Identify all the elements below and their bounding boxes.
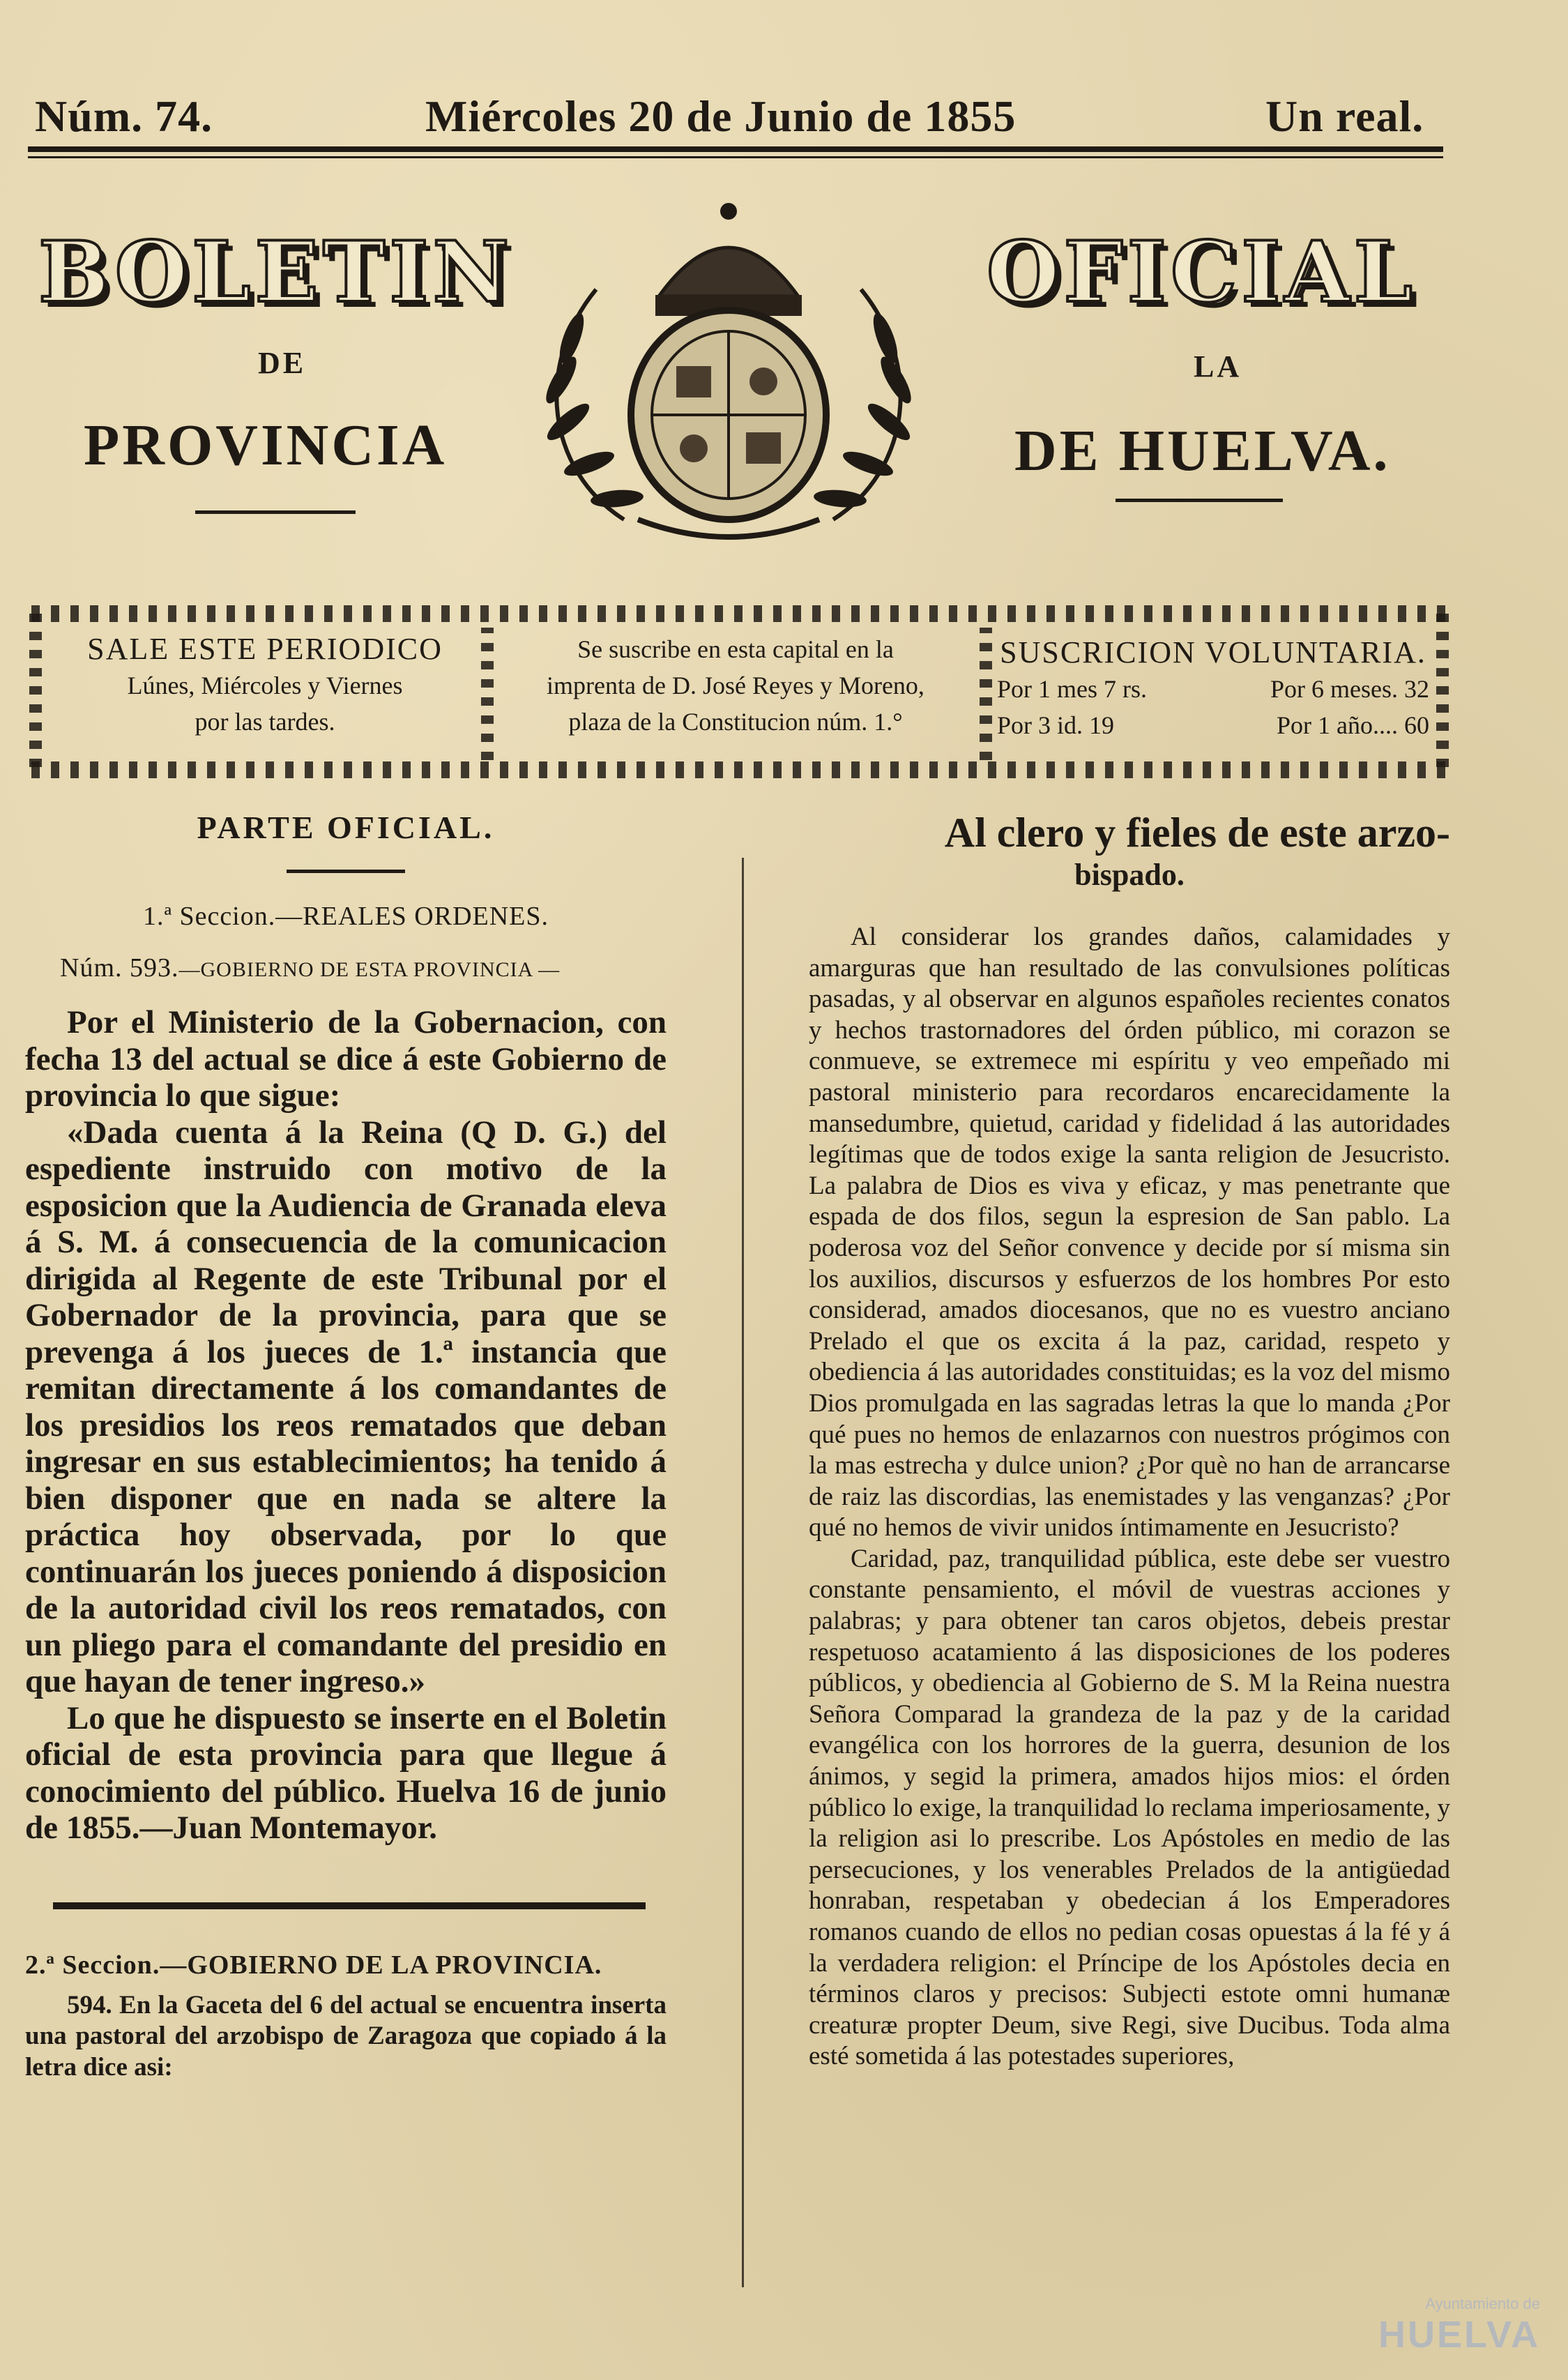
subscription-border-left xyxy=(29,614,42,767)
masthead-la: LA xyxy=(1194,349,1242,384)
subscription-where-line2: imprenta de D. José Reyes y Moreno, xyxy=(547,672,924,699)
subscription-border-bottom xyxy=(31,761,1454,778)
masthead-word-left: BOLETIN xyxy=(38,223,514,321)
section-2-heading: 2.ª Seccion.—GOBIERNO DE LA PROVINCIA. xyxy=(25,1950,602,1980)
section-title-parte-oficial: PARTE OFICIAL. xyxy=(197,810,495,845)
subscription-where-line1: Se suscribe en esta capital en la xyxy=(577,635,894,663)
subscription-where-line3: plaza de la Constitucion núm. 1.° xyxy=(568,708,903,736)
price-3-months: Por 3 id. 19 xyxy=(997,711,1115,739)
pastoral-para-1: Al considerar los grandes daños, calamidades y amarguras que han resultado de las convulsiones políticas pasadas, y al observar en algunos españoles recientes conatos y hechos trastornadores del órden público, mi corazon se conmueve, se extremece mi espíritu y veo empeñado mi pastoral ministerio para recordaros encarecidamente la mansedumbre, quietud, caridad y fidelidad á las autoridades legítimas que de todos exige la santa religion de Jesucristo. La palabra de Dios es viva y eficaz, y mas penetrante que espada de dos filos, segun la espresion de San pablo. La poderosa voz del Señor convence y decide por sí misma sin los auxilios, discursos y esfuerzos de los hombres Por esto considerad, amados diocesanos, que no es vuestro anciano Prelado el que os excita á la paz, caridad, respeto y obediencia á las autoridades constituidas; es la voz del mismo Dios promulgada en las sagradas letras la que lo manda ¿Por qué pues no hemos de enlazarnos con nuestros prógimos con la mas estrecha y dulce union? ¿Por què no han de arrancarse de raiz las discordias, las enemistades y las venganzas? ¿Por qué no hemos de vivir unidos íntimamente en Jesucristo? xyxy=(809,923,1450,1543)
issue-date: Miércoles 20 de Junio de 1855 xyxy=(425,91,1017,141)
article-593-para-1: Por el Ministerio de la Gobernacion, con fecha 13 del actual se dice á este Gobierno de provincia lo que sigue: xyxy=(25,1004,667,1114)
section-1-heading: 1.ª Seccion.—REALES ORDENES. xyxy=(142,902,549,931)
subscription-days: Lúnes, Miércoles y Viernes xyxy=(127,672,403,699)
pastoral-body xyxy=(809,922,1450,2072)
item-594-text: En la Gaceta del 6 del actual se encuentra inserta una pastoral del arzobispo de Zaragoza que copiado á la letra dice asi: xyxy=(25,1990,667,2082)
pastoral-title-line2: bispado. xyxy=(1074,858,1185,892)
masthead-ornament-right xyxy=(1116,499,1283,502)
watermark-title: HUELVA xyxy=(1378,2314,1540,2356)
item-593-office: —GOBIERNO DE ESTA PROVINCIA — xyxy=(178,958,561,981)
masthead-provincia: PROVINCIA xyxy=(84,413,448,478)
pastoral-para-2: Caridad, paz, tranquilidad pública, este debe ser vuestro constante pensamiento, el móvil de vuestras acciones y palabras; y para obtener tan caros objetos, debeis prestar respetuoso acatamiento á las disposiciones de los poderes públicos, y obediencia al Gobierno de S. M la Reina nuestra Señora Comparad la grandeza de la paz y de la caridad evangélica con los horrores de la guerra, desunion de los ánimos, y segid la primera, amados hijos mios: el órden público lo exige, la tranquilidad lo reclama imperiosamente, y la religion asi lo prescribe. Los Apóstoles en medio de las persecuciones, y los venerables Prelados de la antigüedad honraban, respetaban y obedecian á los Emperadores romanos cuando de ellos no pedian cosas opuestas á la fé y á la verdadera religion: el Príncipe de los Apóstoles decia en términos claros y precisos: Subjecti estote omni humanæ creaturæ propter Deum, sive Regi, sive Ducibus. Toda alma esté sometida á las potestades superiores, xyxy=(809,1544,1450,2071)
item-594 xyxy=(25,1990,667,2084)
pastoral-title-line1: Al clero y fieles de este arzo- xyxy=(944,810,1450,856)
section-rule xyxy=(287,870,405,873)
masthead-ornament-left xyxy=(195,510,356,514)
masthead-de-huelva: DE HUELVA. xyxy=(1014,418,1391,483)
article-593-para-2: «Dada cuenta á la Reina (Q D. G.) del espediente instruido con motivo de la esposicion que la Audiencia de Granada eleva á S. M. á consecuencia de la comunicacion dirigida al Regente de este Tribunal por el Gobernador de la provincia, para que se prevenga á los jueces de 1.ª instancia que remitan directamente á los comandantes de los presidios los reos rematados que deban ingresar en sus establecimientos; ha tenido á bien disponer que en nada se altere la práctica hoy observada, por lo que continuarán los jueces poniendo á disposicion de la autoridad civil los reos rematados, con un pliego para el comandante del presidio en que hayan de tener ingreso.» xyxy=(25,1114,667,1699)
masthead-de: DE xyxy=(258,346,307,380)
subscription-time: por las tardes. xyxy=(195,708,335,736)
masthead-word-right: OFICIAL xyxy=(987,223,1417,321)
article-593-body xyxy=(25,1004,667,1847)
item-593-number: Núm. 593. xyxy=(60,953,179,983)
price-1-year: Por 1 año.... 60 xyxy=(1277,711,1429,739)
column-divider xyxy=(742,858,744,2287)
price-6-months: Por 6 meses. 32 xyxy=(1270,675,1429,703)
top-rule-thin xyxy=(28,156,1443,158)
price-row xyxy=(997,707,1429,743)
item-594-number: 594. xyxy=(67,1990,112,2019)
top-rule xyxy=(28,146,1443,152)
right-column xyxy=(809,809,1450,2072)
issue-price: Un real. xyxy=(1265,91,1424,141)
item-593-heading xyxy=(60,953,667,983)
subscription-divider-2 xyxy=(980,628,992,760)
subscription-divider-1 xyxy=(481,628,494,760)
article-593-para-3: Lo que he dispuesto se inserte en el Boletin oficial de esta provincia para que llegue á conocimiento del público. Huelva 16 de junio de 1855.—Juan Montemayor. xyxy=(25,1699,667,1846)
royal-crest-icon xyxy=(519,192,938,554)
subscription-border-top xyxy=(31,605,1454,622)
issue-number: Núm. 74. xyxy=(35,91,213,141)
subscription-periodicity xyxy=(66,631,464,740)
subscription-prices-title: SUSCRICION VOLUNTARIA. xyxy=(1000,635,1426,669)
item-594-para xyxy=(25,1990,667,2084)
price-1-month: Por 1 mes 7 rs. xyxy=(997,675,1147,703)
subscription-prices xyxy=(997,635,1429,743)
subscription-where xyxy=(502,631,969,740)
archive-watermark xyxy=(1378,2295,1540,2356)
subscription-border-right xyxy=(1436,614,1449,767)
left-column xyxy=(25,809,667,2083)
article-separator xyxy=(53,1902,646,1909)
subscription-periodicity-title: SALE ESTE PERIODICO xyxy=(87,632,443,666)
watermark-subtitle: Ayuntamiento de xyxy=(1425,2295,1540,2312)
price-row xyxy=(997,671,1429,707)
